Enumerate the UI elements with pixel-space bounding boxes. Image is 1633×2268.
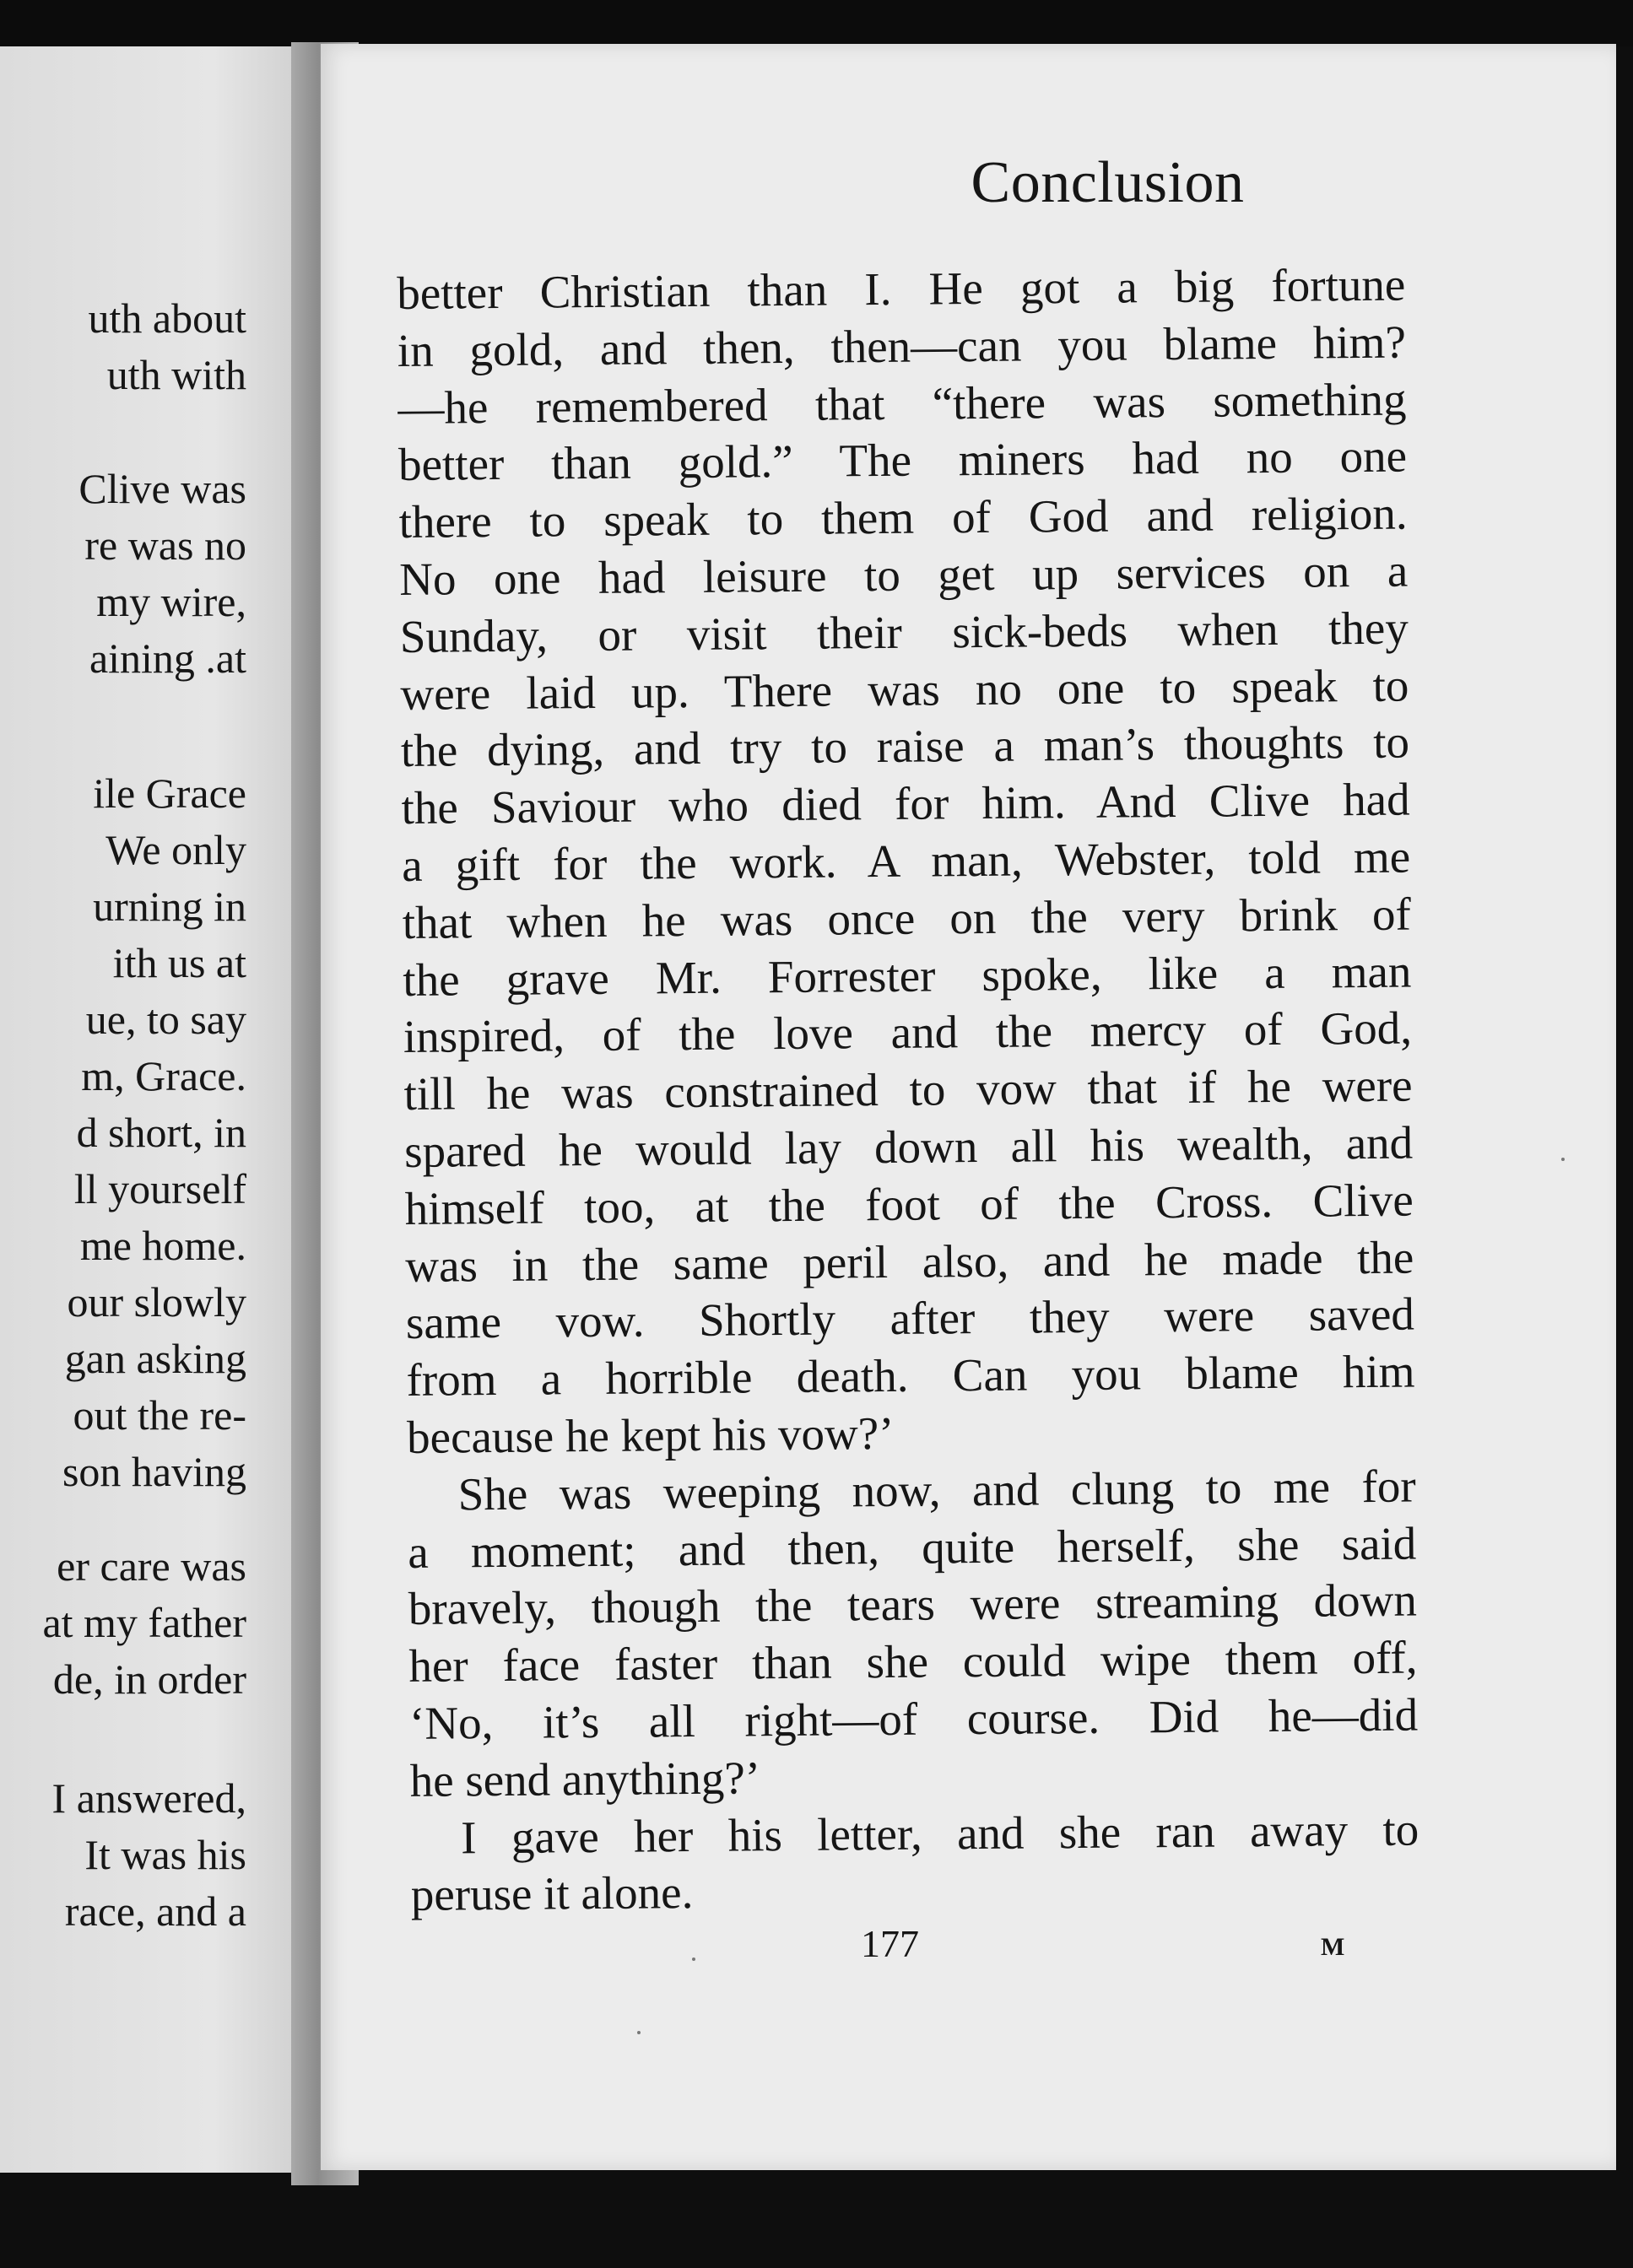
left-text-line: uth with bbox=[106, 351, 246, 398]
left-page-fragment bbox=[0, 46, 306, 2173]
left-text-line: de, in order bbox=[52, 1655, 246, 1703]
left-text-line: urning in bbox=[93, 883, 246, 930]
signature-mark: M bbox=[1321, 1933, 1345, 1961]
text-line: I gave her his letter, and she ran away to bbox=[460, 1803, 1419, 1863]
left-text-line: ith us at bbox=[112, 939, 246, 986]
left-paragraph bbox=[0, 765, 306, 1500]
left-text-line: re was no bbox=[84, 521, 246, 569]
text-line: her face faster than she could wipe them off, bbox=[408, 1631, 1418, 1693]
left-paragraph bbox=[0, 1770, 306, 1940]
left-text-line: gan asking bbox=[64, 1335, 246, 1382]
text-line: a moment; and then, quite herself, she said bbox=[408, 1517, 1417, 1578]
dust-speck bbox=[692, 1958, 695, 1961]
text-line: better Christian than I. He got a big fortune bbox=[397, 258, 1406, 319]
text-line: a gift for the work. A man, Webster, told me bbox=[401, 830, 1411, 891]
text-line: same vow. Shortly after they were saved bbox=[405, 1288, 1415, 1349]
left-paragraph bbox=[0, 461, 306, 687]
text-line: the Saviour who died for him. And Clive had bbox=[401, 773, 1410, 834]
left-text-line: out the re- bbox=[73, 1391, 246, 1439]
left-text-line: son having bbox=[62, 1448, 246, 1495]
dust-speck bbox=[1561, 1158, 1565, 1161]
right-page bbox=[321, 44, 1616, 2170]
left-text-line: my wire, bbox=[96, 578, 246, 625]
left-text-line: at my father bbox=[42, 1599, 246, 1646]
text-line: the grave Mr. Forrester spoke, like a man bbox=[403, 945, 1412, 1006]
text-line: bravely, though the tears were streaming down bbox=[408, 1574, 1418, 1635]
text-line: the dying, and try to raise a man’s thoughts to bbox=[400, 716, 1410, 777]
left-text-line: uth about bbox=[88, 294, 246, 342]
text-line: She was weeping now, and clung to me for bbox=[457, 1460, 1416, 1520]
text-line: from a horrible death. Can you blame him bbox=[406, 1345, 1415, 1407]
page-number: 177 bbox=[861, 1922, 919, 1965]
left-text-line: our slowly bbox=[67, 1278, 246, 1326]
left-text-line: ile Grace bbox=[93, 770, 246, 817]
text-line: No one had leisure to get up services on a bbox=[398, 544, 1409, 605]
text-line: inspired, of the love and the mercy of God, bbox=[403, 1002, 1413, 1063]
text-line: he send anything?’ bbox=[409, 1752, 761, 1806]
text-line: peruse it alone. bbox=[410, 1866, 694, 1921]
text-line: —he remembered that “there was something bbox=[397, 373, 1407, 434]
left-text-line: It was his bbox=[84, 1831, 246, 1878]
left-text-line: m, Grace. bbox=[81, 1052, 246, 1099]
left-text-line: d short, in bbox=[76, 1109, 246, 1156]
text-line: Sunday, or visit their sick-beds when they bbox=[399, 602, 1409, 662]
left-text-line: We only bbox=[105, 826, 246, 873]
text-line: that when he was once on the very brink of bbox=[402, 888, 1412, 948]
left-text-line: race, and a bbox=[64, 1887, 246, 1935]
dust-speck bbox=[637, 2031, 641, 2034]
body-text bbox=[397, 256, 1419, 1924]
text-line: there to speak to them of God and religion. bbox=[398, 487, 1408, 548]
left-text-line: me home. bbox=[79, 1222, 246, 1269]
scan-background bbox=[0, 0, 1633, 46]
left-text-line: ll yourself bbox=[73, 1165, 246, 1212]
left-text-line: er care was bbox=[57, 1542, 246, 1590]
text-line: better than gold.” The miners had no one bbox=[397, 429, 1408, 491]
text-line: till he was constrained to vow that if he were bbox=[403, 1059, 1413, 1120]
left-text-line: aining .at bbox=[89, 634, 246, 682]
text-line: in gold, and then, then—can you blame him? bbox=[397, 316, 1407, 376]
left-paragraph bbox=[0, 290, 306, 403]
text-line: spared he would lay down all his wealth, and bbox=[403, 1116, 1414, 1177]
left-text-line: I answered, bbox=[51, 1774, 246, 1822]
text-line: ‘No, it’s all right—of course. Did he—did bbox=[408, 1688, 1419, 1749]
text-line: himself too, at the foot of the Cross. Clive bbox=[404, 1174, 1414, 1234]
left-paragraph bbox=[0, 1538, 306, 1708]
running-head: Conclusion bbox=[971, 150, 1245, 215]
text-line: was in the same peril also, and he made the bbox=[405, 1231, 1414, 1292]
left-text-line: Clive was bbox=[78, 465, 246, 512]
left-text-line: ue, to say bbox=[85, 996, 246, 1043]
text-line: were laid up. There was no one to speak to bbox=[400, 659, 1409, 720]
text-line: because he kept his vow?’ bbox=[406, 1407, 895, 1463]
